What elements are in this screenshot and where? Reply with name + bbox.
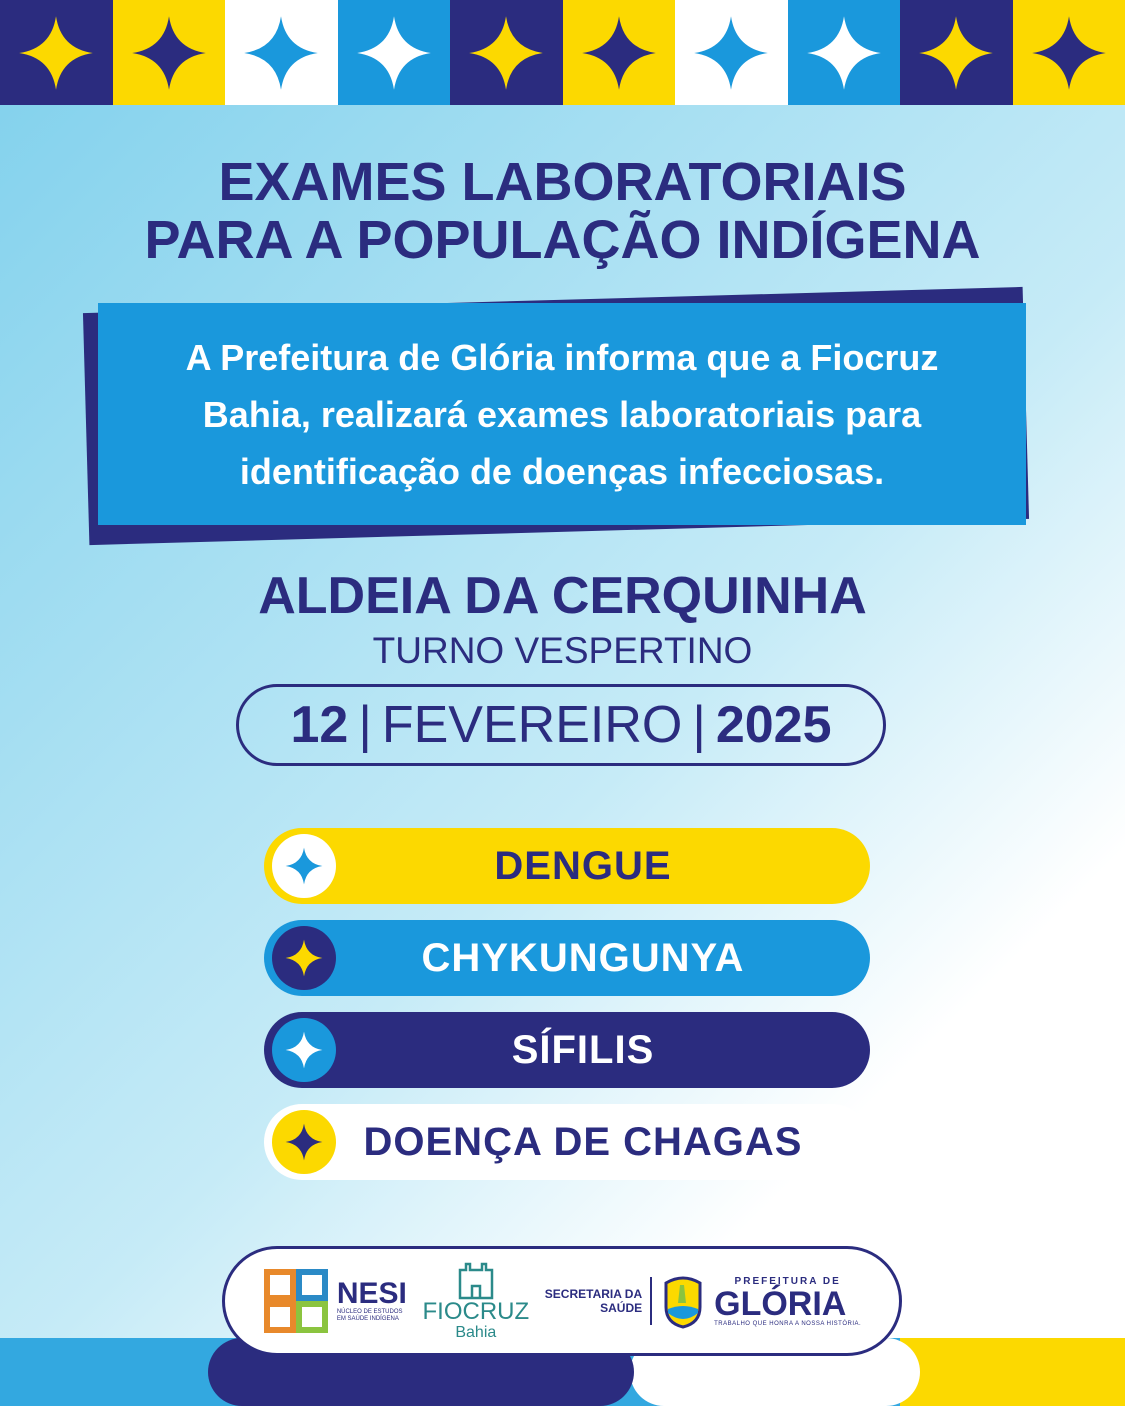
star-icon: [284, 1122, 324, 1162]
bottom-band-yellow: [900, 1338, 1125, 1406]
fiocruz-subtitle: Bahia: [455, 1324, 497, 1341]
strip-tile: [338, 0, 451, 105]
star-icon: [129, 13, 209, 93]
exam-label: DOENÇA DE CHAGAS: [363, 1119, 803, 1164]
star-icon: [354, 13, 434, 93]
date-day: 12: [290, 696, 349, 754]
strip-tile: [0, 0, 113, 105]
date-month: FEVEREIRO: [381, 696, 683, 754]
star-icon: [241, 13, 321, 93]
logo-divider: [650, 1277, 652, 1325]
exam-pill: [264, 1012, 870, 1088]
top-star-strip: [0, 0, 1125, 105]
title-line-2: PARA A POPULAÇÃO INDÍGENA: [144, 210, 981, 270]
gloria-crest-icon: [660, 1273, 706, 1329]
exam-icon-circle: [272, 1018, 336, 1082]
strip-tile: [225, 0, 338, 105]
star-icon: [284, 1030, 324, 1070]
star-icon: [916, 13, 996, 93]
strip-tile: [1013, 0, 1125, 105]
nesi-subtitle: NÚCLEO DE ESTUDOS EM SAÚDE INDÍGENA: [336, 1309, 403, 1322]
strip-tile: [113, 0, 226, 105]
exam-icon-circle: [272, 834, 336, 898]
location-title: ALDEIA DA CERQUINHA: [258, 567, 867, 625]
gloria-slogan: TRABALHO QUE HONRA A NOSSA HISTÓRIA.: [714, 1320, 862, 1327]
star-icon: [284, 938, 324, 978]
nesi-logo: [263, 1268, 407, 1334]
date-pill: [236, 684, 886, 766]
info-line-1: A Prefeitura de Glória informa que a Fiocruz: [185, 337, 939, 378]
nesi-title: NESI: [336, 1277, 407, 1310]
shift-label: TURNO VESPERTINO: [372, 630, 753, 671]
info-line-3: identificação de doenças infecciosas.: [239, 451, 885, 492]
secretaria-line-1: SECRETARIA DA: [544, 1287, 643, 1301]
exam-label: CHYKUNGUNYA: [421, 935, 745, 980]
star-icon: [691, 13, 771, 93]
title-line-1: EXAMES LABORATORIAIS: [218, 152, 907, 212]
exam-pill: [264, 828, 870, 904]
star-icon: [1029, 13, 1109, 93]
strip-tile: [675, 0, 788, 105]
info-box: [98, 303, 1026, 525]
exam-pill: [264, 1104, 870, 1180]
star-icon: [579, 13, 659, 93]
fiocruz-name: FIOCRUZ: [422, 1298, 530, 1325]
strip-tile: [900, 0, 1013, 105]
secretaria-label: [545, 1287, 642, 1315]
date-year: 2025: [715, 696, 832, 754]
exam-pill: [264, 920, 870, 996]
exam-icon-circle: [272, 1110, 336, 1174]
strip-tile: [450, 0, 563, 105]
footer-logos: [222, 1246, 902, 1356]
exam-label: DENGUE: [494, 843, 672, 888]
info-line-2: Bahia, realizará exames laboratoriais para: [202, 394, 922, 435]
secretaria-line-2: SAÚDE: [600, 1301, 643, 1315]
exam-icon-circle: [272, 926, 336, 990]
fiocruz-logo: [422, 1260, 529, 1342]
nesi-emblem-icon: [263, 1268, 329, 1334]
fiocruz-castle-icon: [456, 1260, 496, 1300]
star-icon: [16, 13, 96, 93]
strip-tile: [788, 0, 901, 105]
star-icon: [284, 846, 324, 886]
prefeitura-label: PREFEITURA DE: [734, 1275, 841, 1287]
star-icon: [466, 13, 546, 93]
date-separator-1: |: [358, 696, 372, 754]
date-separator-2: |: [692, 696, 706, 754]
exam-label: SÍFILIS: [511, 1027, 655, 1072]
gloria-name: GLÓRIA: [714, 1284, 847, 1323]
strip-tile: [563, 0, 676, 105]
gloria-logo: [545, 1273, 861, 1329]
star-icon: [804, 13, 884, 93]
